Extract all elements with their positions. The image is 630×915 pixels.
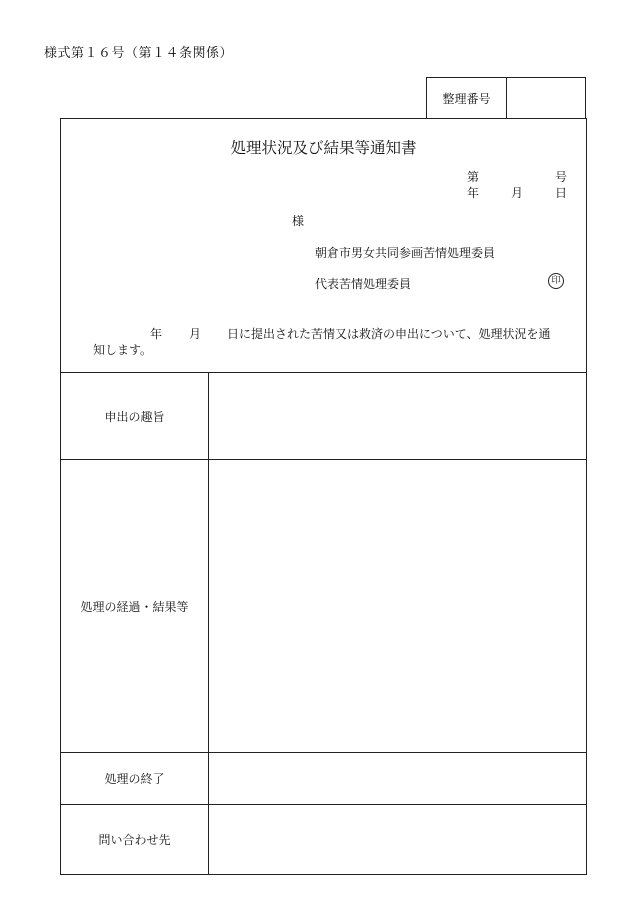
row-value-contact[interactable]	[209, 805, 586, 874]
seal-mark: 印	[548, 273, 564, 289]
row-label-contact: 問い合わせ先	[98, 833, 171, 847]
form-number: 様式第１６号（第１４条関係）	[44, 46, 234, 61]
addressee-suffix: 様	[292, 214, 305, 228]
notice-text-line1: 日に提出された苦情又は救済の申出について、処理状況を通	[227, 327, 551, 341]
notice-month: 月	[189, 327, 202, 341]
row-label-progress: 処理の経過・結果等	[80, 599, 189, 614]
sender-representative: 代表苦情処理委員	[315, 277, 412, 291]
row-value-progress[interactable]	[209, 460, 586, 752]
document-title: 処理状況及び結果等通知書	[230, 139, 417, 157]
date-month: 月	[511, 186, 524, 200]
date-year: 年	[467, 186, 480, 200]
reference-number-field[interactable]	[507, 78, 586, 118]
ref-gou: 号	[555, 170, 568, 184]
reference-number-box	[426, 77, 586, 118]
row-value-purpose[interactable]	[209, 373, 586, 459]
ref-dai: 第	[467, 170, 480, 184]
sender-organization: 朝倉市男女共同参画苦情処理委員	[315, 246, 496, 260]
notice-year: 年	[150, 327, 163, 341]
reference-number-label: 整理番号	[427, 78, 507, 118]
date-day: 日	[555, 186, 568, 200]
row-label-completion: 処理の終了	[104, 772, 165, 786]
row-value-completion[interactable]	[209, 753, 586, 804]
notice-text-line2: 知します。	[93, 343, 153, 357]
row-label-purpose: 申出の趣旨	[104, 409, 165, 424]
